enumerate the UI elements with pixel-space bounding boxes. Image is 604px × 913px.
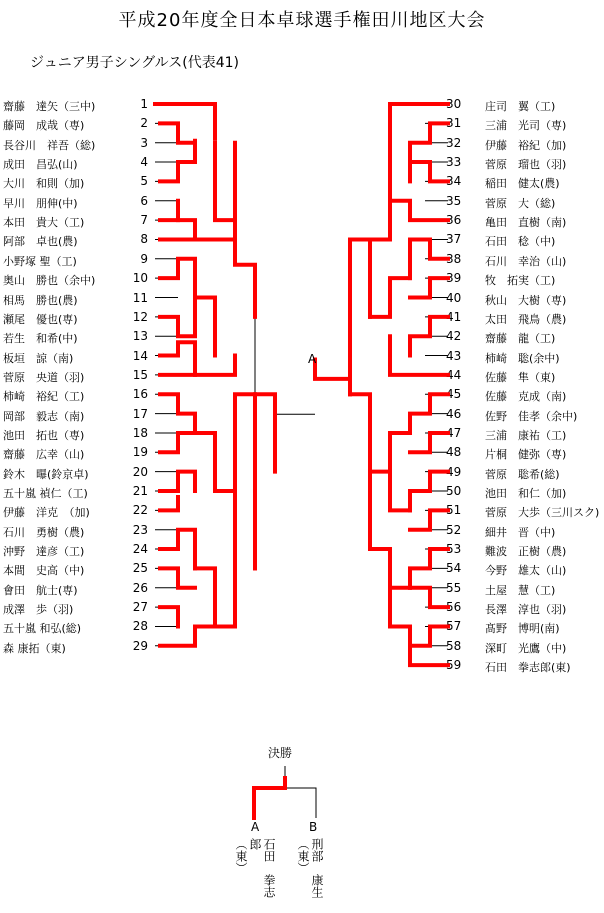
- right-player-name: 秋山 大樹（専): [485, 293, 567, 307]
- right-winner-line: [410, 278, 448, 297]
- left-player-seed: 16: [132, 387, 148, 402]
- left-player-name: 齋藤 広幸（山): [3, 448, 85, 462]
- right-winner-line: [410, 162, 448, 181]
- right-player-name: 石田 拳志郎(東): [485, 661, 571, 675]
- left-player-seed: 5: [140, 174, 148, 189]
- left-player-name: 瀬尾 優也(専): [3, 312, 78, 326]
- right-player-seed: 47: [446, 425, 462, 440]
- left-player-seed: 11: [132, 290, 148, 305]
- right-winner-line: [390, 588, 410, 627]
- right-player-seed: 44: [446, 367, 462, 382]
- right-player-name: 深町 光鷹（中): [485, 641, 567, 655]
- left-player-seed: 18: [132, 425, 148, 440]
- left-player-seed: 27: [132, 600, 148, 615]
- left-player-seed: 14: [132, 348, 148, 363]
- final-connector: [285, 788, 316, 818]
- left-player-name: 本田 貴大（工): [3, 216, 85, 230]
- right-winner-line: [410, 433, 448, 452]
- left-player-seed: 9: [140, 251, 148, 266]
- left-player-name: 池田 拓也（専): [3, 428, 85, 442]
- right-player-seed: 50: [446, 484, 462, 498]
- right-player-name: 菅原 大歩（三川スク): [485, 506, 600, 520]
- left-winner-line: [178, 220, 195, 239]
- left-player-name: 五十嵐 和弘(総): [3, 622, 82, 636]
- right-winner-line: [350, 394, 370, 549]
- right-player-name: 髙野 博明(南): [485, 622, 560, 636]
- left-player-name: 長谷川 祥吾（総): [3, 138, 96, 152]
- right-player-seed: 54: [446, 561, 462, 576]
- right-winner-line: [370, 549, 390, 626]
- left-winner-line: [160, 607, 178, 626]
- left-player-seed: 21: [132, 484, 148, 498]
- left-winner-line: [255, 394, 275, 568]
- left-player-seed: 26: [132, 580, 148, 595]
- right-winner-line: [390, 104, 448, 201]
- final-winner-line: [254, 778, 285, 818]
- left-player-seed: 22: [132, 503, 148, 518]
- bracket-black-lines: [155, 104, 448, 818]
- left-player-seed: 6: [140, 193, 148, 208]
- right-winner-line: [390, 201, 448, 220]
- left-player-seed: 2: [140, 116, 148, 131]
- right-winner-line: [410, 646, 448, 665]
- left-player-name: 石川 勇樹（農): [3, 525, 85, 539]
- right-player-seed: 59: [446, 658, 462, 673]
- right-player-name: 齋藤 龍（工): [485, 332, 556, 346]
- left-player-name: 大川 和則（加): [3, 177, 85, 191]
- right-player-name: 難波 正樹（農): [485, 545, 567, 559]
- right-player-name: 佐藤 克成（南): [485, 390, 567, 404]
- right-player-seed: 43: [446, 348, 462, 363]
- right-player-seed: 30: [446, 97, 462, 111]
- left-player-name: 相馬 勝也(農): [3, 293, 78, 307]
- center-winner-line: [315, 360, 350, 395]
- left-connector: [275, 414, 315, 471]
- left-player-name: 五十嵐 禎仁（工): [3, 487, 88, 500]
- left-player-name: 齋藤 達矢（三中): [3, 100, 96, 113]
- left-winner-line: [195, 433, 235, 491]
- right-player-name: 佐藤 隼（東): [485, 370, 556, 384]
- right-player-name: 亀田 直樹（南): [485, 216, 567, 230]
- right-player-name: 菅原 大（総): [485, 196, 556, 210]
- left-player-name: 本間 史高（中): [3, 564, 85, 578]
- left-winner-line: [195, 298, 215, 356]
- left-player-seed: 3: [140, 135, 148, 150]
- right-player-name: 三浦 康祐（工): [485, 428, 567, 442]
- left-winner-line: [160, 123, 195, 142]
- final-a-label: A: [251, 820, 260, 834]
- left-player-name: 成田 昌弘(山): [3, 158, 78, 172]
- left-player-seed: 29: [132, 638, 148, 653]
- left-player-seed: 1: [140, 97, 148, 111]
- left-player-name: 伊藤 洋克 （加): [3, 506, 90, 520]
- right-winner-line: [390, 433, 410, 472]
- right-player-seed: 35: [446, 193, 462, 208]
- right-player-seed: 34: [446, 174, 462, 189]
- left-player-name: 藤岡 成哉（専): [3, 119, 85, 133]
- left-player-seed: 23: [132, 522, 148, 537]
- right-player-seed: 52: [446, 522, 462, 537]
- right-player-name: 今野 雄太（山): [485, 564, 567, 578]
- left-player-name: 柿崎 裕紀（工): [3, 390, 85, 404]
- right-player-seed: 48: [446, 445, 462, 460]
- right-player-seed: 37: [446, 232, 462, 247]
- right-player-seed: 41: [446, 309, 462, 324]
- right-player-seed: 38: [446, 251, 462, 266]
- final-a-name: 石田 拳志郎: [248, 838, 276, 898]
- right-player-seed: 55: [446, 580, 462, 595]
- left-player-seed: 19: [132, 445, 148, 460]
- left-player-seed: 15: [132, 367, 148, 382]
- right-player-name: 池田 和仁（加): [485, 487, 567, 500]
- left-winner-line: [160, 568, 195, 587]
- right-player-name: 稲田 健太(農): [485, 177, 560, 191]
- page-title: 平成20年度全日本卓球選手権田川地区大会: [118, 10, 486, 31]
- right-player-seed: 32: [446, 135, 462, 150]
- left-player-name: 板垣 諒（南): [3, 351, 74, 365]
- left-player-name: 沖野 達彦（工): [3, 545, 85, 559]
- right-player-seed: 58: [446, 638, 462, 653]
- right-player-seed: 49: [446, 464, 462, 479]
- left-winner-line: [160, 433, 195, 452]
- right-winner-line: [370, 472, 410, 549]
- right-player-seed: 53: [446, 542, 462, 557]
- right-player-name: 伊藤 裕紀（加): [485, 138, 567, 152]
- left-winner-line: [160, 342, 195, 375]
- right-player-name: 石川 幸治（山): [485, 254, 567, 268]
- right-player-name: 菅原 聡希(総): [485, 467, 560, 481]
- left-player-name: 岡部 毅志（南): [3, 409, 85, 423]
- left-player-name: 成澤 歩（羽): [3, 603, 74, 617]
- left-winner-line: [160, 298, 195, 337]
- right-player-name: 太田 飛鳥（農): [485, 312, 567, 326]
- right-player-seed: 46: [446, 406, 462, 421]
- left-winner-line: [215, 143, 235, 220]
- left-player-seed: 4: [140, 155, 148, 170]
- right-player-seed: 39: [446, 271, 462, 286]
- right-player-name: 菅原 瑠也（羽): [485, 158, 567, 172]
- left-player-seed: 12: [132, 309, 148, 324]
- left-player-name: 小野塚 聖（工): [3, 254, 77, 268]
- left-winner-line: [160, 141, 195, 182]
- right-player-name: 長澤 淳也（羽): [485, 603, 567, 617]
- left-player-seed: 28: [132, 619, 148, 634]
- right-player-name: 石田 稔（中): [485, 235, 556, 249]
- left-player-name: 阿部 卓也(農): [3, 235, 78, 249]
- right-winner-line: [410, 588, 448, 607]
- event-subtitle: ジュニア男子シングルス(代表41): [30, 55, 239, 71]
- left-player-seed: 13: [132, 329, 148, 344]
- right-player-name: 牧 拓実（工): [485, 274, 556, 288]
- right-player-name: 三浦 光司（専): [485, 119, 567, 133]
- left-player-seed: 25: [132, 561, 148, 576]
- left-winner-line: [160, 259, 195, 298]
- right-winner-line: [410, 239, 448, 278]
- left-winner-line: [160, 201, 178, 220]
- right-player-seed: 57: [446, 619, 462, 634]
- right-player-seed: 40: [446, 290, 462, 305]
- left-winner-line: [160, 530, 195, 569]
- left-winner-line: [160, 626, 215, 645]
- left-player-seed: 24: [132, 542, 148, 557]
- final-b-name: 刑部 康生: [310, 838, 324, 898]
- right-player-seed: 42: [446, 329, 462, 344]
- final-b-school: （東）: [296, 838, 310, 874]
- right-player-name: 佐野 佳孝（余中): [485, 409, 578, 423]
- left-player-name: 早川 朋伸(中): [3, 196, 78, 210]
- right-winner-line: [410, 510, 448, 529]
- right-player-seed: 51: [446, 503, 462, 518]
- left-player-seed: 7: [140, 213, 148, 228]
- final-a-school: （東）: [234, 838, 248, 874]
- right-player-name: 庄司 翼（工): [485, 100, 556, 113]
- left-winner-line: [235, 394, 255, 568]
- left-winner-line: [160, 356, 235, 375]
- right-player-seed: 33: [446, 155, 462, 170]
- right-player-name: 細井 晋（中): [485, 525, 556, 539]
- right-player-name: 片桐 健弥（専): [485, 448, 567, 462]
- center-label: A: [308, 352, 317, 366]
- bracket-winner-lines: [155, 104, 448, 818]
- left-winner-line: [160, 497, 178, 510]
- left-player-name: 鈴木 曝(鈴京卓): [3, 467, 89, 481]
- left-winner-line: [235, 239, 255, 316]
- left-player-seed: 10: [132, 271, 148, 286]
- left-winner-line: [160, 472, 195, 491]
- right-player-seed: 45: [446, 387, 462, 402]
- right-winner-line: [390, 626, 448, 645]
- left-player-name: 奥山 勝也（余中): [3, 274, 96, 288]
- left-winner-line: [195, 568, 235, 626]
- final-title: 決勝: [268, 746, 293, 760]
- left-player-seed: 8: [140, 232, 148, 247]
- left-player-name: 森 康拓（東): [3, 641, 66, 655]
- right-player-seed: 36: [446, 213, 462, 228]
- left-player-seed: 17: [132, 406, 148, 421]
- left-player-name: 若生 和希(中): [3, 332, 78, 346]
- right-winner-line: [370, 278, 410, 317]
- right-player-seed: 56: [446, 600, 462, 615]
- right-player-name: 柿崎 聡(余中): [485, 351, 560, 365]
- left-winner-line: [160, 143, 235, 240]
- right-player-name: 土屋 慧（工): [485, 583, 556, 597]
- final-b-label: B: [309, 820, 318, 834]
- right-player-seed: 31: [446, 116, 462, 131]
- left-player-name: 菅原 央道（羽): [3, 370, 85, 384]
- left-player-seed: 20: [132, 464, 148, 479]
- left-player-name: 會田 航士(専): [3, 583, 78, 597]
